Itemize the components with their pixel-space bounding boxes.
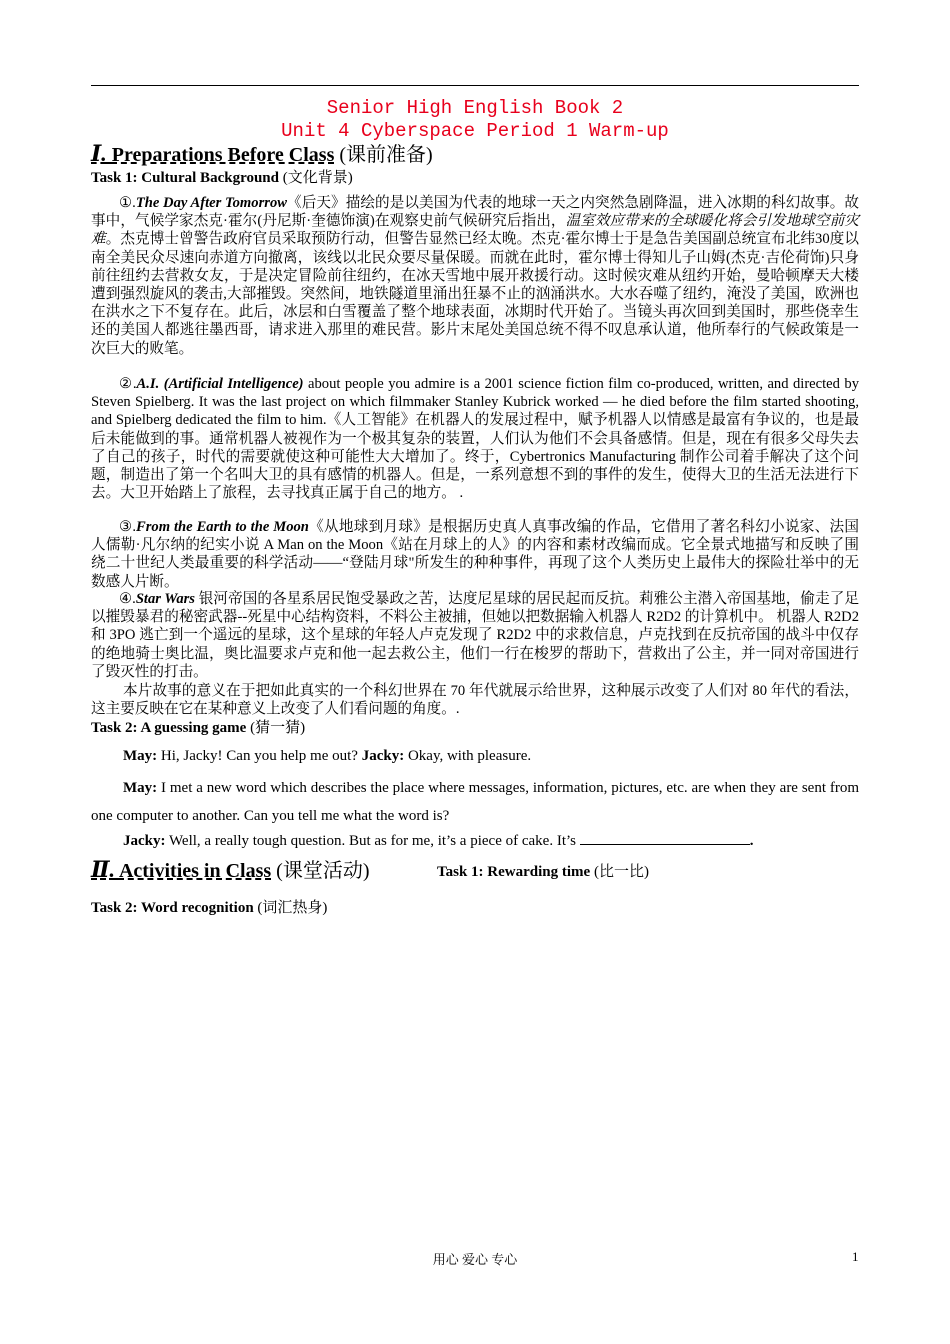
task-heading-cultural-background <box>91 168 353 188</box>
task-heading-word-recognition <box>91 898 327 918</box>
speaker-may: May: <box>123 748 158 764</box>
section-title: Activities in Class <box>118 860 272 882</box>
film-paragraph-earth-to-moon <box>91 518 859 591</box>
film-paragraph-day-after-tomorrow <box>91 194 859 358</box>
section-title-zh: (课前准备) <box>339 144 433 166</box>
film-title: The Day After Tomorrow <box>135 195 287 211</box>
film-text: about people you admire is a 2001 science fiction film co-produced, written, and directed by Steven Spielberg. It was the last project on which filmmaker Stanley Kubrick worked — he died before the film started shooting, and Spielberg dedicated the film to him.《人工智能》在机器人的发展过程中，赋予机器人以情感是最富有争议的，也是最后未能做到的事。通常机器人被视作为一个极其复杂的装置，人们认为他们不会具备感情。但是，现在有很多父母失去了自己的孩子，时代的需要就使这种可能性大大增加了。终于，Cybertronics Manufacturing 制作公司着手解决了这个问题，制造出了第一个名叫大卫的具有感情的机器人。但是，一系列意想不到的事件的发生，使得大卫的生活无法进行下去。大卫开始踏上了旅程，去寻找真正属于自己的地方。 . <box>91 376 860 502</box>
answer-blank[interactable] <box>580 830 750 845</box>
task-label: Task 1: Rewarding time <box>437 864 591 880</box>
item-marker: ③. <box>119 519 137 535</box>
task-label-zh: (猜一猜) <box>250 720 306 736</box>
dialogue-text: Well, a really tough question. But as for me, it’s a piece of cake. It’s <box>165 833 580 849</box>
speaker-jacky: Jacky: <box>123 833 166 849</box>
speaker-may: May: <box>123 780 158 796</box>
task-label: Task 2: Word recognition <box>91 900 254 916</box>
task-label-zh: (比一比) <box>593 864 649 880</box>
header-rule <box>91 85 859 86</box>
film-text: 《后天》描绘的是以美国为代表的地球一天之内突然急剧降温，进入冰期的科幻故事。故事中，气候学家杰克·霍尔(丹尼斯·奎德饰演)在观察史前气候研究后指出， <box>91 195 859 230</box>
task-label: Task 2: A guessing game <box>91 720 247 736</box>
sentence-end: . <box>749 833 754 849</box>
film-title: Star Wars <box>135 591 195 607</box>
item-marker: ①. <box>119 195 136 211</box>
section-numeral: Ⅱ. <box>91 857 116 882</box>
film-paragraph-ai <box>91 375 859 502</box>
page-number: 1 <box>852 1249 859 1264</box>
task-heading-guessing-game <box>91 718 305 738</box>
item-marker: ②. <box>119 376 137 392</box>
section-numeral: Ⅰ. <box>91 141 107 166</box>
film-text: 。杰克博士曾警告政府官员采取预防行动，但警告显然已经太晚。杰克·霍尔博士于是急告美国副总统宣布北纬30度以南全美民众尽速向赤道方向撤离，该线以北民众要尽量保暖。而就在此时，霍尔博士得知儿子山姆(杰克·吉伦荷饰)只身前往纽约去营救女友，于是决定冒险前往纽约，在冰天雪地中展开救援行动。这时候灾难从纽约开始，曼哈顿摩天大楼遭到强烈旋风的袭击,大部摧毁。突然间，地铁隧道里涌出狂暴不止的汹涌洪水。大水吞噬了纽约，淹没了美国，欧洲也在洪水之下不复存在。此后，冰层和白雪覆盖了整个地球表面，冰期时代开始了。当镜头再次回到美国时，那些侥幸生还的美国人都逃往墨西哥，请求进入那里的难民营。影片末尾处美国总统不得不叹息承认道，他所奉行的气候政策是一次巨大的败笔。 <box>91 231 859 357</box>
dialogue-text: Okay, with pleasure. <box>404 748 532 764</box>
document-title: Senior High English Book 2 <box>326 97 624 119</box>
dialogue-line <box>91 746 859 766</box>
dialogue-line <box>91 774 859 830</box>
item-marker: ④. <box>119 591 136 607</box>
footer-motto: 用心 爱心 专心 <box>432 1252 518 1267</box>
film-text-emphasis: 温室效应带来的全球暖化将会引发地球空前灾难 <box>91 213 859 248</box>
speaker-jacky: Jacky: <box>361 748 405 764</box>
film-text: 银河帝国的各星系居民饱受暴政之苦，达度尼星球的居民起而反抗。莉雅公主潜入帝国基地，偷走了足以摧毁暴君的秘密武器--死星中心结构资料，不料公主被捕，但她以把数据输入机器人 R2D2 的计算机中。 机器人 R2D2 和 3PO 逃亡到一个遥远的星球，这个星球的年轻人卢克发现了 R2D2 中的求救信息，卢克找到在反抗帝国的战斗中仅存的绝地骑士奥比温，奥比温要求卢克和他一起去救公主，他们一行在梭罗的帮助下，营救出了公主，并一同对帝国进行了毁灭性的打击。 <box>91 591 859 680</box>
film-text: 《从地球到月球》是根据历史真人真事改编的作品，它借用了著名科幻小说家、法国人儒勒·凡尔纳的纪实小说 A Man on the Moon《站在月球上的人》的内容和素材改编而成。它全景式地描写和反映了围绕二十世纪人类最重要的科学活动——“登陆月球"所发生的种种事件，再现了这个人类历史上最伟大的探险壮举中的无数感人片断。 <box>91 519 859 590</box>
dialogue-text: I met a new word which describes the place where messages, information, pictures, etc. are when they are sent from one computer to another. Can you tell me what the word is? <box>91 780 859 824</box>
film-title: A.I. (Artificial Intelligence) <box>136 376 304 392</box>
task-label-zh: (文化背景) <box>282 170 353 186</box>
film-paragraph-star-wars <box>91 590 859 681</box>
section-heading-preparations <box>91 142 433 167</box>
document-subtitle: Unit 4 Cyberspace Period 1 Warm-up <box>281 120 669 142</box>
task-heading-rewarding-time <box>437 862 649 882</box>
section-title: Preparations Before Class <box>111 144 335 166</box>
closing-paragraph: 本片故事的意义在于把如此真实的一个科幻世界在 70 年代就展示给世界，这种展示改变了人们对 80 年代的看法，这主要反映在它在某种意义上改变了人们看问题的角度。. <box>91 683 859 718</box>
task-label-zh: (词汇热身) <box>257 900 328 916</box>
section-heading-activities <box>91 858 370 883</box>
film-title: From the Earth to the Moon <box>136 519 309 535</box>
dialogue-text: Hi, Jacky! Can you help me out? <box>157 748 362 764</box>
section-title-zh: (课堂活动) <box>276 860 370 882</box>
task-label: Task 1: Cultural Background <box>91 170 279 186</box>
dialogue-line <box>91 830 859 851</box>
